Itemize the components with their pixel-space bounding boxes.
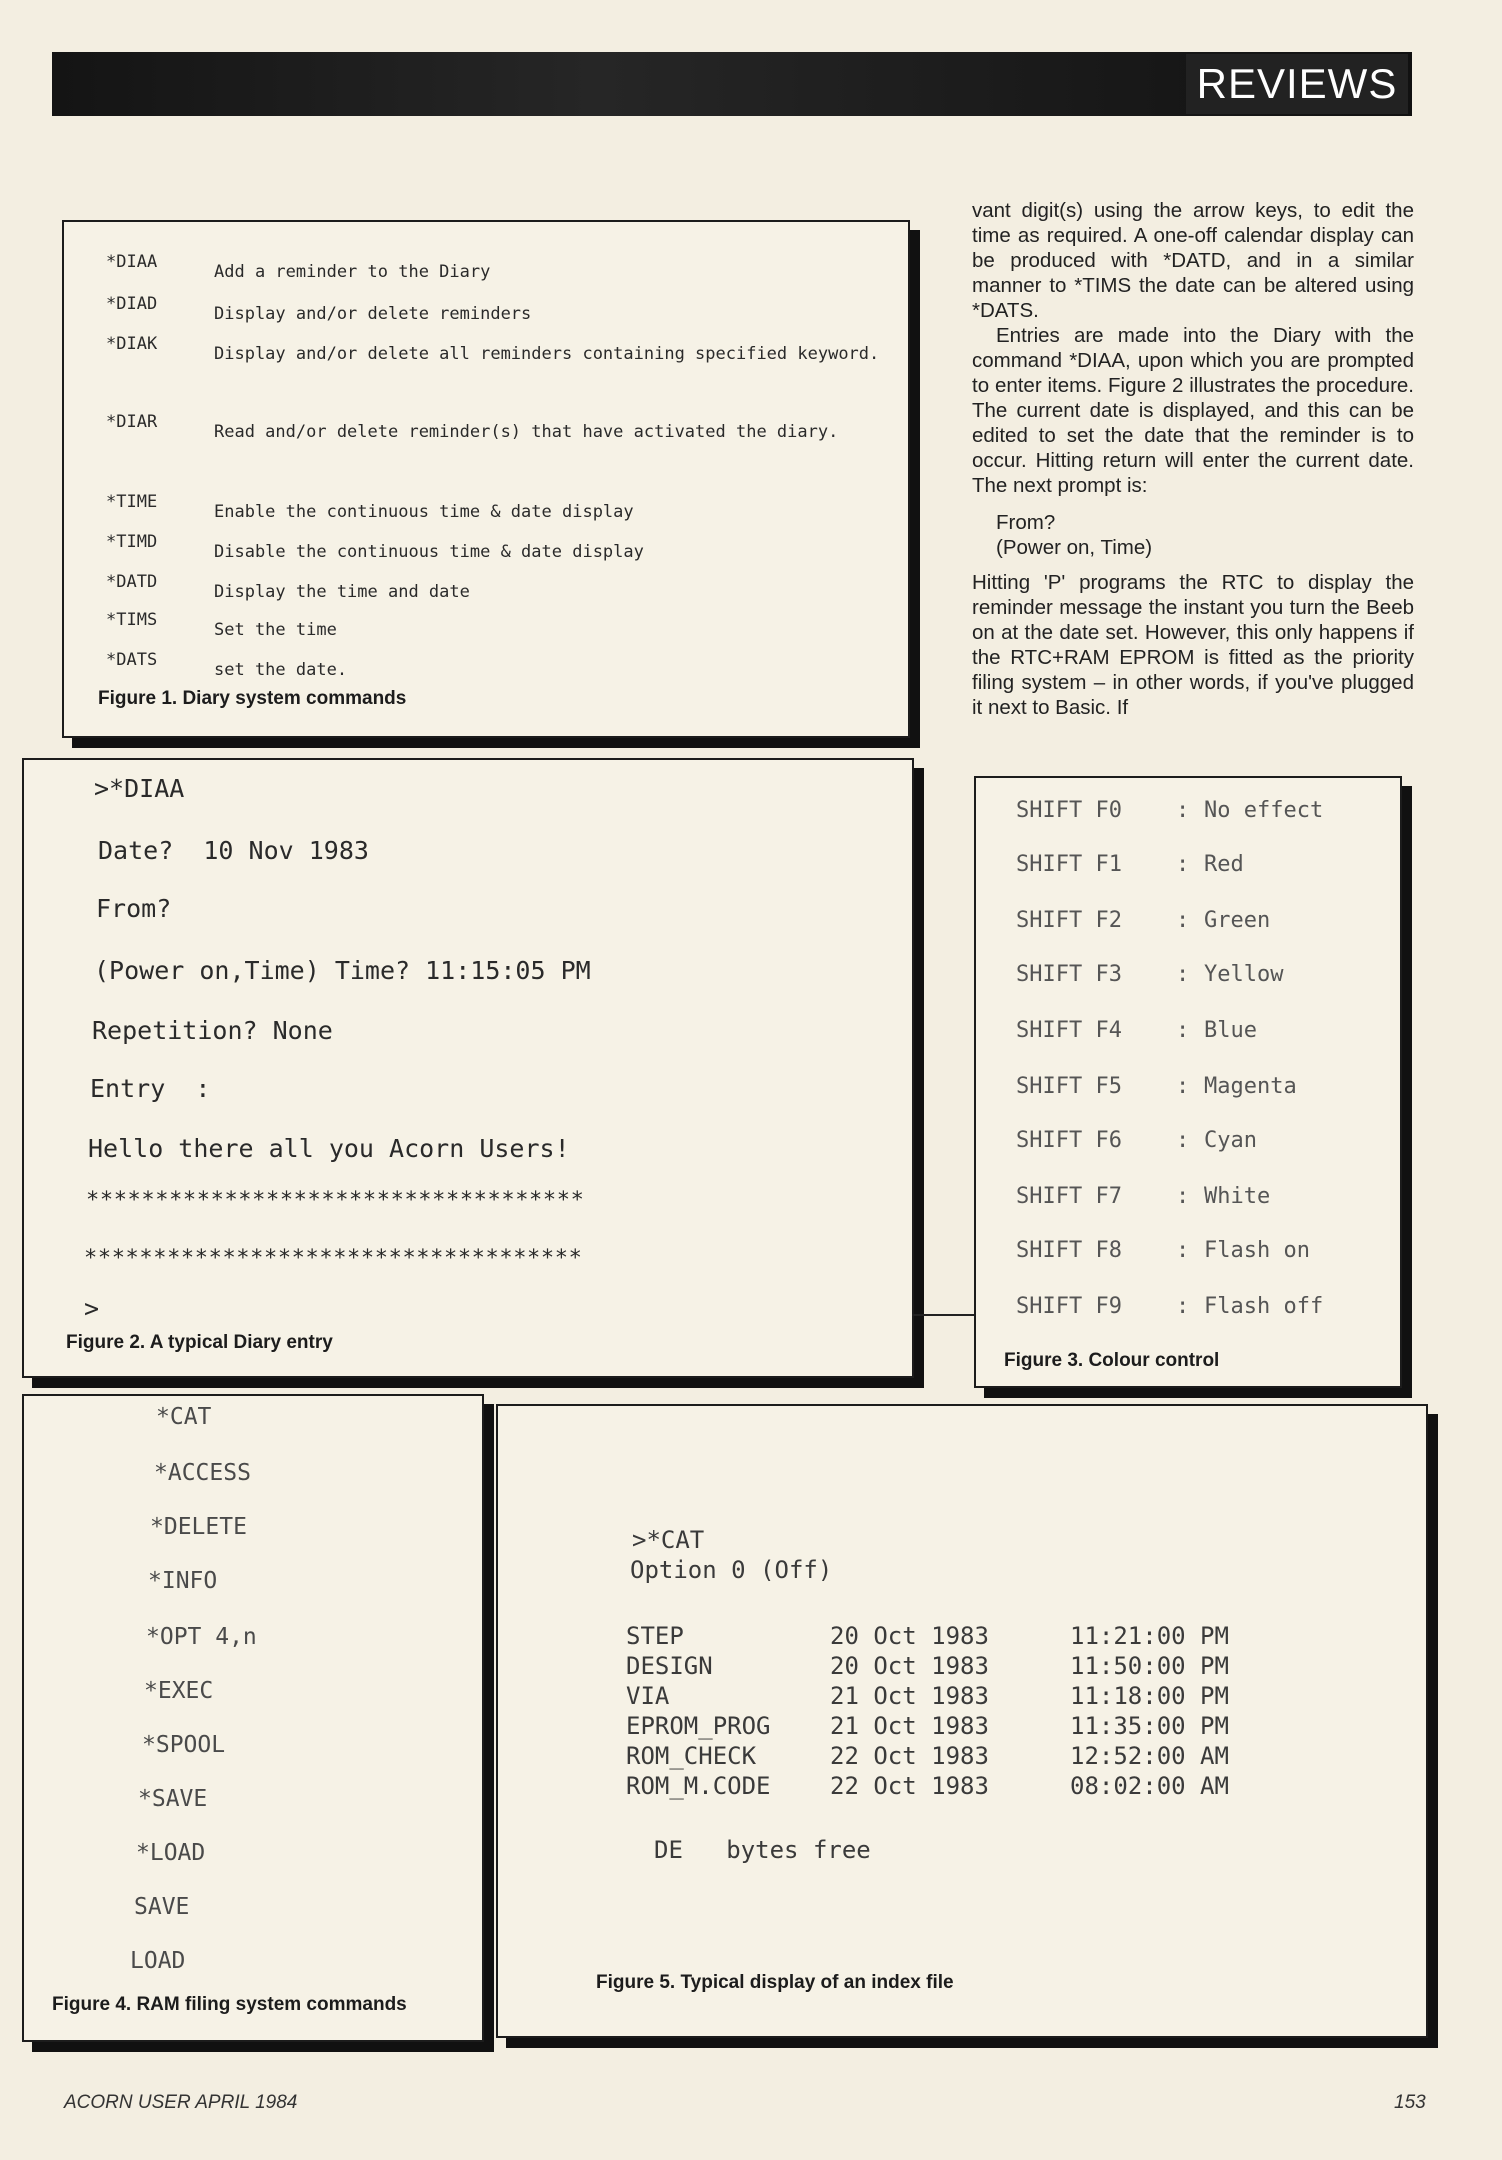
command-desc: Read and/or delete reminder(s) that have activated the diary. [214,422,839,442]
file-date: 22 Oct 1983 [830,1772,989,1800]
file-date: 20 Oct 1983 [830,1622,989,1650]
command-row [106,532,644,562]
colour-row: SHIFT F3 : Yellow [1016,962,1284,987]
shift-key: SHIFT F8 [1016,1238,1122,1263]
colour-effect: Yellow [1204,962,1284,987]
section-label: REVIEWS [1186,54,1408,114]
entry-line: (Power on,Time) Time? 11:15:05 PM [94,956,591,985]
bytes-free: DE bytes free [654,1836,871,1864]
shift-key: SHIFT F3 [1016,962,1122,987]
file-time: 11:18:00 PM [1070,1682,1229,1710]
command-name: *TIMD [106,532,158,552]
shift-key: SHIFT F1 [1016,852,1122,877]
file-time: 11:50:00 PM [1070,1652,1229,1680]
figure-4-ram-filing-commands [22,1394,484,2042]
paragraph: Entries are made into the Diary with the command *DIAA, upon which you are prompted to enter items. Figure 2 illustrates the procedure. The current date is displayed, and this can be edited to set the date that the reminder is to occur. Hitting return will enter the current date. The next prompt is: [972,324,1414,497]
colour-row: SHIFT F8 : Flash on [1016,1238,1310,1263]
colour-effect: No effect [1204,798,1324,823]
file-name: ROM_CHECK [626,1742,757,1770]
file-row [626,1772,1229,1800]
entry-line: Date? 10 Nov 1983 [98,836,369,865]
ram-command: *SPOOL [142,1732,226,1758]
command-name: *TIMS [106,610,158,630]
entry-line: From? [96,894,172,923]
prompt-line: (Power on, Time) [996,536,1153,559]
entry-line: Repetition? None [92,1016,333,1045]
colour-effect: Red [1204,852,1244,877]
colour-effect: White [1204,1184,1271,1209]
colour-effect: Blue [1204,1018,1257,1043]
figure-caption: Figure 1. Diary system commands [98,688,407,709]
colour-effect: Magenta [1204,1074,1297,1099]
figure-5-index-file [496,1404,1428,2038]
command-name: *DIAR [106,412,158,432]
ram-command: *DELETE [150,1514,247,1540]
command-name: *DIAA [106,252,158,272]
command-name: *DATS [106,650,158,670]
command-row [106,650,348,680]
prompt-example [996,510,1414,560]
colour-row: SHIFT F6 : Cyan [1016,1128,1257,1153]
command-row [106,572,470,602]
cat-option: Option 0 (Off) [630,1556,833,1584]
file-row [626,1652,1229,1680]
ram-command: *LOAD [136,1840,206,1866]
page-number: 153 [1394,2092,1426,2113]
colour-effect: Green [1204,908,1271,933]
shift-key: SHIFT F2 [1016,908,1122,933]
file-time: 08:02:00 AM [1070,1772,1229,1800]
ram-command: *INFO [148,1568,218,1594]
figure-caption: Figure 5. Typical display of an index file [596,1972,954,1993]
file-time: 12:52:00 AM [1070,1742,1229,1770]
file-name: ROM_M.CODE [626,1772,771,1800]
entry-line: Hello there all you Acorn Users! [88,1134,570,1163]
ram-command: *EXEC [144,1678,214,1704]
shift-key: SHIFT F5 [1016,1074,1122,1099]
command-name: *TIME [106,492,158,512]
command-desc: Disable the continuous time & date display [214,542,644,562]
ram-command: SAVE [134,1894,190,1920]
footer-publication: ACORN USER APRIL 1984 [64,2092,298,2113]
colour-row: SHIFT F5 : Magenta [1016,1074,1297,1099]
command-row [106,252,491,282]
connector-line [912,1314,974,1316]
file-date: 21 Oct 1983 [830,1682,989,1710]
command-desc: Display the time and date [214,582,470,602]
file-name: DESIGN [626,1652,713,1680]
command-desc: Display and/or delete reminders [214,304,532,324]
entry-line: >*DIAA [94,774,185,803]
figure-caption: Figure 4. RAM filing system commands [52,1994,407,2015]
command-row [106,492,634,522]
command-row [106,610,337,640]
colour-effect: Cyan [1204,1128,1257,1153]
command-name: *DIAK [106,334,158,354]
figure-2-diary-entry [22,758,914,1378]
shift-key: SHIFT F0 [1016,798,1122,823]
entry-line: ************************************ [86,1188,585,1213]
file-name: STEP [626,1622,684,1650]
prompt-line: From? [996,511,1056,534]
paragraph: Hitting 'P' programs the RTC to display the reminder message the instant you turn the Beeb on at the date set. However, this only happens if the RTC+RAM EPROM is fitted as the priority filing system – in other words, if you've plugged it next to Basic. If [972,571,1414,719]
colour-effect: Flash off [1204,1294,1324,1319]
command-desc: Display and/or delete all reminders containing specified keyword. [214,344,880,364]
command-name: *DIAD [106,294,158,314]
colour-row: SHIFT F2 : Green [1016,908,1271,933]
figure-3-colour-control [974,776,1402,1388]
command-desc: Add a reminder to the Diary [214,262,491,282]
command-row [106,334,880,364]
cat-command: >*CAT [632,1526,705,1554]
file-date: 21 Oct 1983 [830,1712,989,1740]
shift-key: SHIFT F6 [1016,1128,1122,1153]
ram-command: *CAT [156,1404,212,1430]
colour-effect: Flash on [1204,1238,1310,1263]
shift-key: SHIFT F4 [1016,1018,1122,1043]
entry-line: ************************************ [84,1246,583,1271]
file-row [626,1622,1229,1650]
entry-line: > [84,1294,100,1323]
file-row [626,1682,1229,1710]
ram-command: LOAD [130,1948,186,1974]
file-name: EPROM_PROG [626,1712,771,1740]
ram-command: *SAVE [138,1786,208,1812]
file-row [626,1742,1229,1770]
colour-row: SHIFT F4 : Blue [1016,1018,1257,1043]
command-row [106,412,839,442]
colour-row: SHIFT F7 : White [1016,1184,1271,1209]
paragraph: vant digit(s) using the arrow keys, to edit the time as required. A one-off calendar display can be produced with *DATD, and in a similar manner to *TIMS the date can be altered using *DATS. [972,199,1414,322]
colour-row: SHIFT F1 : Red [1016,852,1244,877]
command-name: *DATD [106,572,158,592]
figure-1-diary-commands [62,220,910,738]
figure-caption: Figure 3. Colour control [1004,1350,1220,1371]
shift-key: SHIFT F9 [1016,1294,1122,1319]
shift-key: SHIFT F7 [1016,1184,1122,1209]
file-name: VIA [626,1682,670,1710]
colour-row: SHIFT F9 : Flash off [1016,1294,1324,1319]
ram-command: *OPT 4,n [146,1624,257,1650]
file-time: 11:35:00 PM [1070,1712,1229,1740]
colour-row: SHIFT F0 : No effect [1016,798,1324,823]
article-text [972,198,1414,720]
figure-caption: Figure 2. A typical Diary entry [66,1332,333,1353]
file-time: 11:21:00 PM [1070,1622,1229,1650]
command-row [106,294,532,324]
command-desc: Enable the continuous time & date display [214,502,634,522]
file-date: 20 Oct 1983 [830,1652,989,1680]
file-date: 22 Oct 1983 [830,1742,989,1770]
ram-command: *ACCESS [154,1460,251,1486]
command-desc: set the date. [214,660,348,680]
command-desc: Set the time [214,620,337,640]
entry-line: Entry : [90,1074,211,1103]
file-row [626,1712,1229,1740]
